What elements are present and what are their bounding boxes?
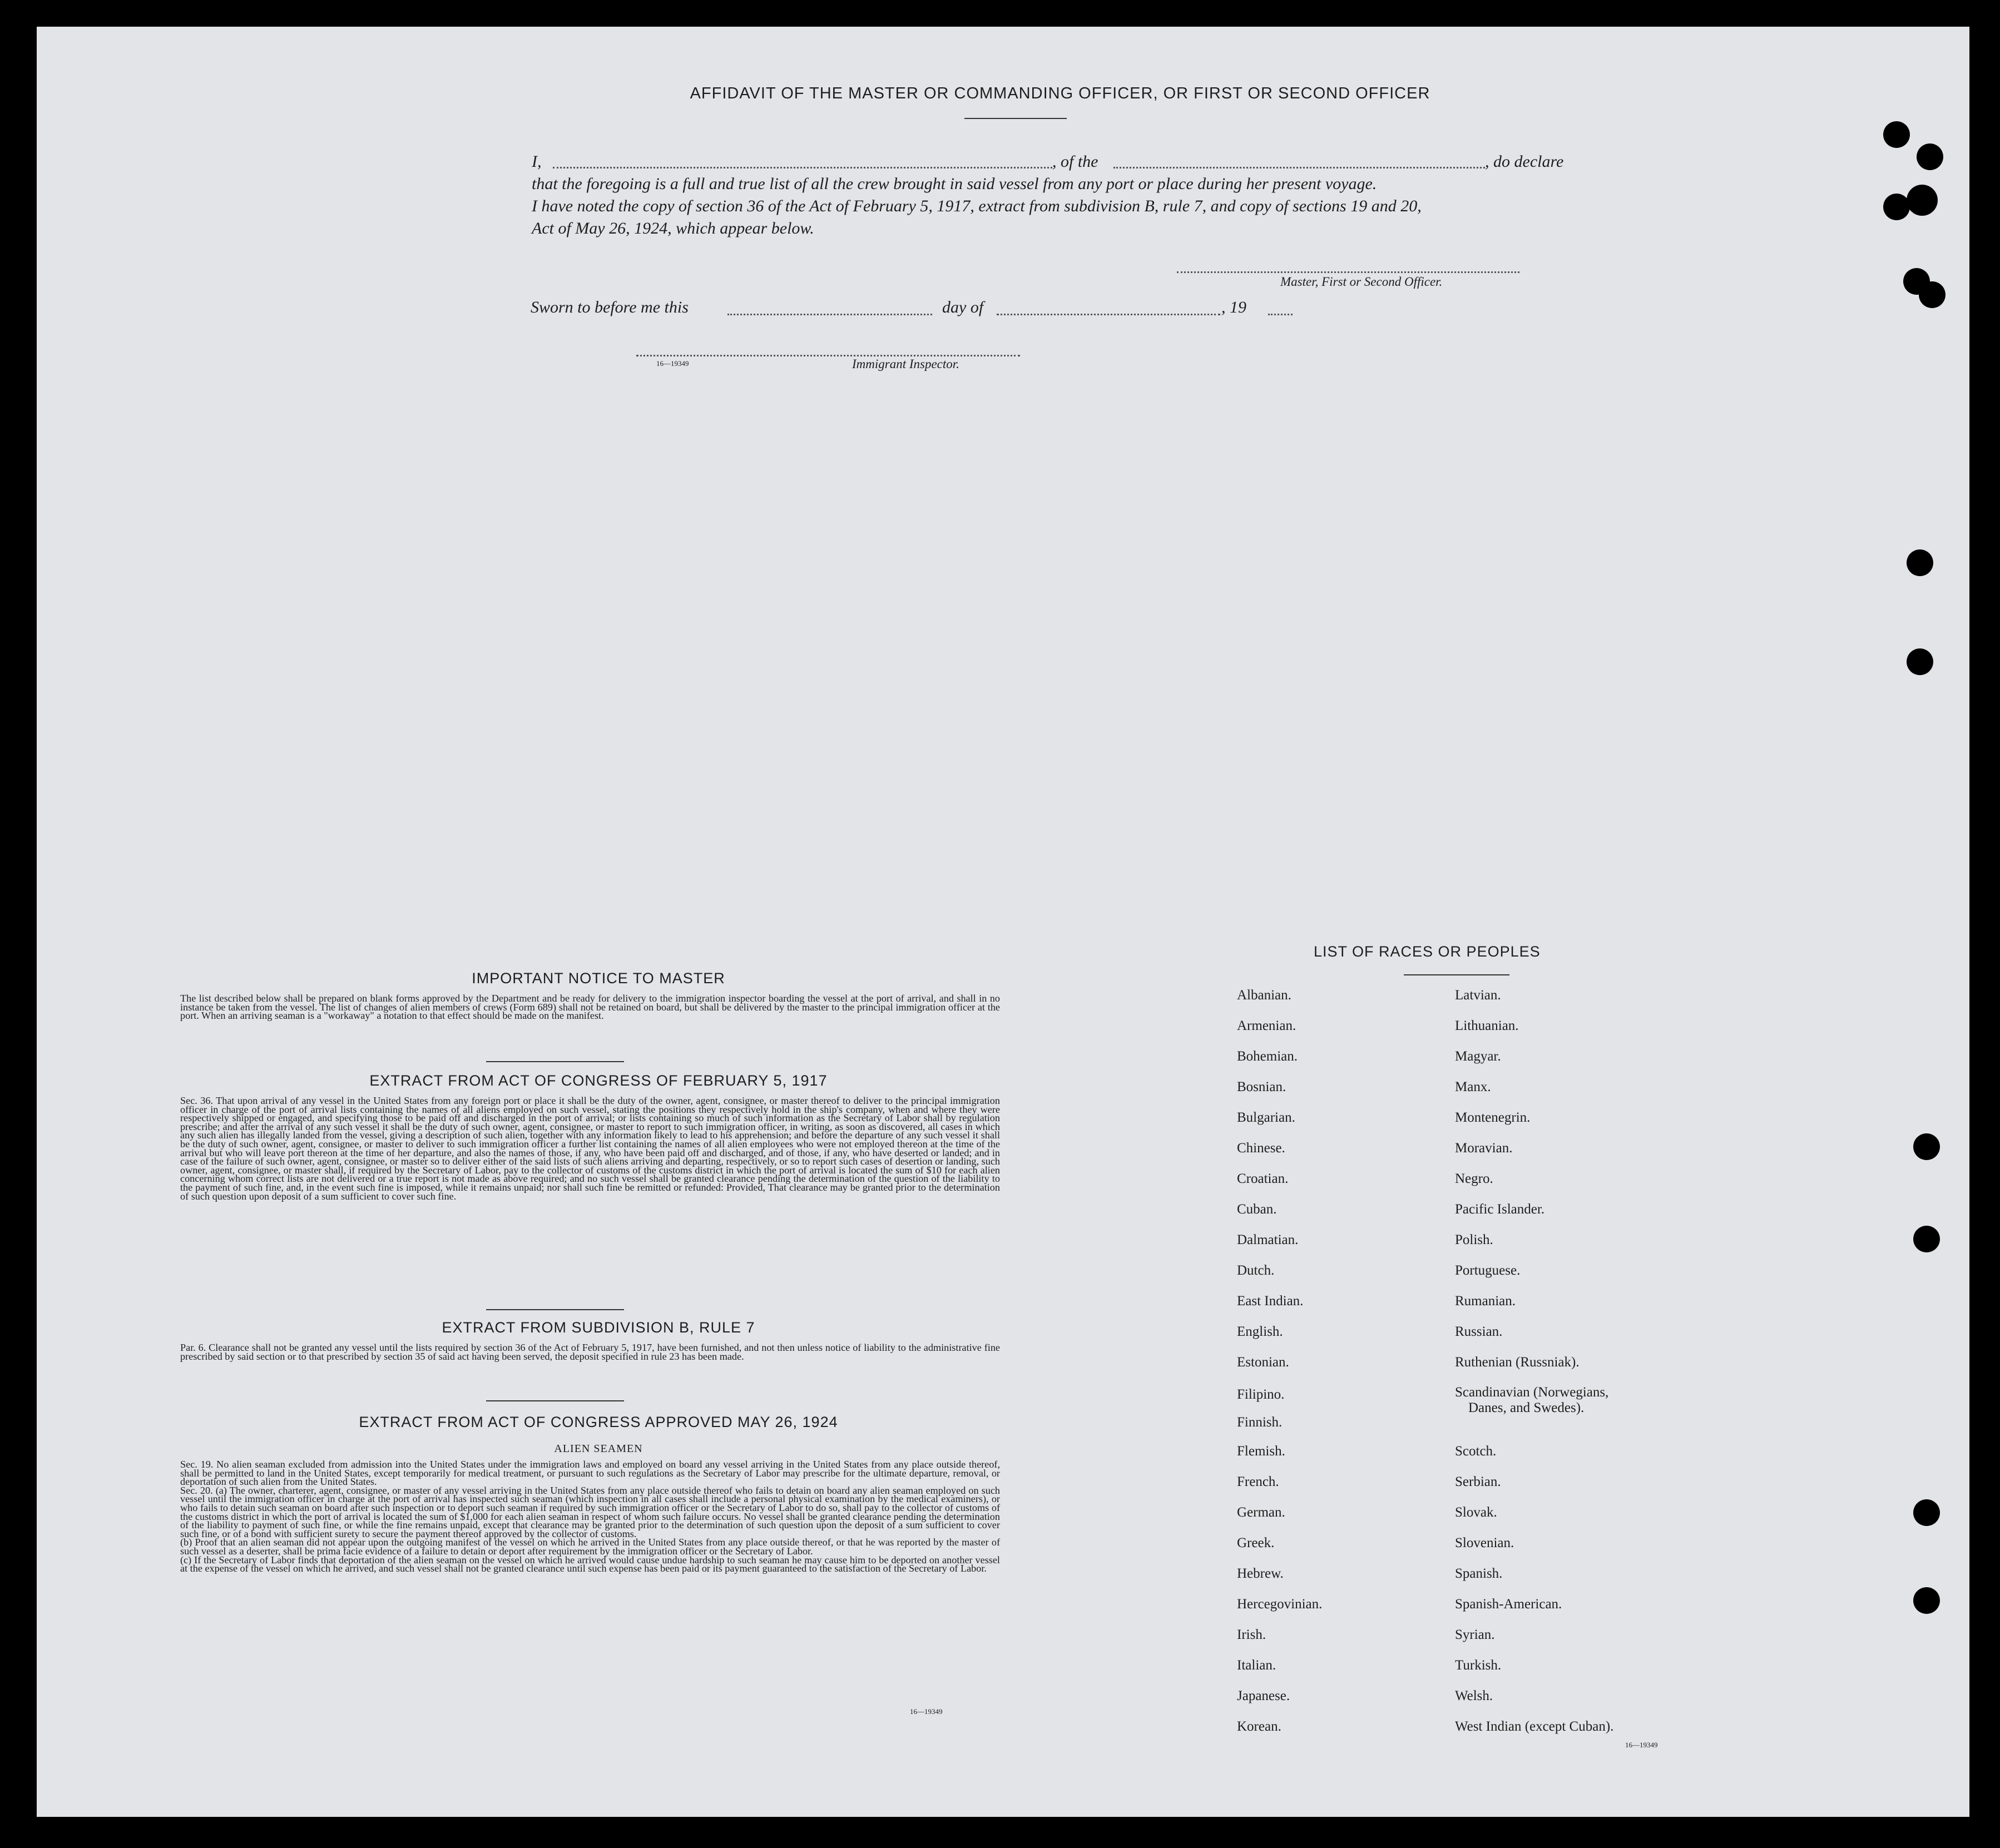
race-item: West Indian (except Cuban).	[1455, 1719, 1614, 1734]
race-item: Polish.	[1455, 1232, 1493, 1247]
race-item: Estonian.	[1237, 1355, 1289, 1370]
notice-paragraph: The list described below shall be prepared on blank forms approved by the Department and be ready for delivery to the immigration inspector boarding the vessel at the port of arrival, and shall in no instance be taken from the vessel. The list of changes of alien members of crews (Form 689) shall not be retained on board, but shall be delivered by the master to the principal immigration officer at the port. When an arriving seaman is a "workaway" a notation to that effect should be made on the manifest.	[180, 993, 1000, 1022]
race-item: Finnish.	[1237, 1415, 1283, 1430]
race-item: Italian.	[1237, 1658, 1276, 1673]
sworn-label: Sworn to before me this	[531, 298, 689, 316]
race-item: Dutch.	[1237, 1263, 1275, 1278]
race-item: Greek.	[1237, 1535, 1275, 1550]
race-item: Welsh.	[1455, 1688, 1493, 1703]
races-form-number: 16—19349	[1625, 1741, 1658, 1749]
sworn-year-field[interactable]	[1268, 314, 1293, 315]
title-divider	[964, 118, 1067, 119]
section-divider	[486, 1309, 624, 1310]
races-title: LIST OF RACES OR PEOPLES	[1314, 943, 1541, 960]
race-item: Bosnian.	[1237, 1079, 1286, 1094]
race-item: Dalmatian.	[1237, 1232, 1299, 1247]
race-item: Magyar.	[1455, 1049, 1501, 1064]
extract-1924-title: EXTRACT FROM ACT OF CONGRESS APPROVED MAY 26, 1924	[359, 1414, 838, 1430]
master-name-field[interactable]	[553, 167, 1052, 169]
punch-hole	[1907, 549, 1933, 576]
race-item: Negro.	[1455, 1171, 1493, 1186]
sec20a-paragraph: Sec. 20. (a) The owner, charterer, agent, consignee, or master of any vessel arriving in the United States from any place outside thereof who fails to detain on board any alien seaman employed on such vessel until the immigration officer in charge at the port of arrival has inspected such seaman (which inspection in all cases shall include a personal physical examination by the medical examiners), or who fails to detain such seaman on board after such inspection or to deport such seaman if required by such immigration officer or the Secretary of Labor to do so, shall pay to the collector of customs of the customs district in which the port of arrival is located the sum of $1,000 for each alien seaman in respect of whom such failure occurs. No vessel shall be granted clearance pending the determination of the liability to payment of such fine, or while the fine remains unpaid, except that clearance may be granted prior to the determination of such question upon the deposit of a sum sufficient to cover such fine, or of a bond with sufficient surety to secure the payment thereof approved by the collector of customs.	[180, 1484, 1000, 1539]
inspector-caption: Immigrant Inspector.	[852, 357, 959, 371]
race-item: Albanian.	[1237, 988, 1291, 1003]
extract-1917-title: EXTRACT FROM ACT OF CONGRESS OF FEBRUARY 5, 1917	[369, 1072, 828, 1089]
race-item: French.	[1237, 1474, 1279, 1489]
race-item: Armenian.	[1237, 1018, 1296, 1033]
extract-1924-text	[180, 1460, 1000, 1573]
race-item: German.	[1237, 1505, 1285, 1520]
section-divider	[486, 1400, 624, 1401]
sworn-month-field[interactable]	[997, 314, 1220, 315]
race-item: Croatian.	[1237, 1171, 1289, 1186]
race-item: Slovenian.	[1455, 1535, 1514, 1550]
race-item: Hercegovinian.	[1237, 1597, 1323, 1612]
race-item: Filipino.	[1237, 1387, 1285, 1402]
master-signature-field[interactable]	[1177, 271, 1519, 273]
race-item: Russian.	[1455, 1324, 1503, 1339]
race-item: Montenegrin.	[1455, 1110, 1531, 1125]
race-item: Danes, and Swedes).	[1468, 1400, 1585, 1415]
race-item: Pacific Islander.	[1455, 1202, 1545, 1217]
race-item: Rumanian.	[1455, 1294, 1516, 1309]
race-item: Japanese.	[1237, 1688, 1290, 1703]
affidavit-line-2: that the foregoing is a full and true list of all the crew brought in said vessel from any port or place during her present voyage.	[532, 175, 1377, 193]
punch-hole	[1883, 194, 1910, 220]
day-of-label: day of	[942, 298, 984, 316]
race-item: Spanish-American.	[1455, 1597, 1562, 1612]
race-item: Lithuanian.	[1455, 1018, 1519, 1033]
punch-hole	[1913, 1499, 1940, 1526]
punch-hole	[1913, 1587, 1940, 1614]
vessel-name-field[interactable]	[1113, 167, 1485, 169]
punch-hole	[1907, 648, 1933, 675]
notice-text	[180, 994, 1000, 1020]
race-item: Syrian.	[1455, 1627, 1495, 1642]
sec36-paragraph: Sec. 36. That upon arrival of any vessel in the United States from any foreign port or place it shall be the duty of the owner, agent, consignee, or master thereof to deliver to the principal immigration officer in charge of the port of arrival lists containing the names of all aliens employed on such vessel, stating the positions they respectively hold in the ship's company, when and where they were respectively shipped or engaged, and specifying those to be paid off and discharged in the port of arrival; or lists containing so much of such information as the Secretary of Labor shall by regulation prescribe; and after the arrival of any such vessel it shall be the duty of such owner, agent, consignee, or master to report to such immigration officer, in writing, as soon as discovered, all cases in which any such alien has illegally landed from the vessel, giving a description of such alien, together with any information likely to lead to his apprehension; and before the departure of any such vessel it shall be the duty of such owner, agent, consignee, or master to deliver to such immigration officer a further list containing the names of all alien employees who were not employed thereon at the time of the arrival but who will leave port thereon at the time of her departure, and also the names of those, if any, who have been paid off and discharged, and of those, if any, who have deserted or landed; and in case of the failure of such owner, agent, consignee, or master so to deliver either of the said lists of such aliens arriving and departing, respectively, or so to report such cases of desertion or landing, such owner, agent, consignee, or master shall, if required by the Secretary of Labor, pay to the collector of customs of the customs district in which the port of arrival is located the sum of $10 for each alien concerning whom correct lists are not delivered or a true report is not made as above required; and no such vessel shall be granted clearance pending the determination of the question of the liability to the payment of such fine, and, in the event such fine is imposed, while it remains unpaid; nor shall such fine be remitted or refunded: Provided, That clearance may be granted prior to the determination of such question upon deposit of a sum sufficient to cover such fine.	[180, 1095, 1000, 1202]
section-divider	[486, 1061, 624, 1062]
race-item: Moravian.	[1455, 1141, 1513, 1156]
sec20b-paragraph: (b) Proof that an alien seaman did not appear upon the outgoing manifest of the vessel on which he arrived in the United States from any place outside thereof, or that he was reported by the master of such vessel as a deserter, shall be prima facie evidence of a failure to detain or deport after requirement by the immigration officer or the Secretary of Labor.	[180, 1537, 1000, 1557]
race-item: Flemish.	[1237, 1444, 1285, 1459]
punch-hole	[1913, 1133, 1940, 1160]
race-item: Manx.	[1455, 1079, 1491, 1094]
do-declare-label: , do declare	[1485, 152, 1564, 171]
alien-seamen-subtitle: ALIEN SEAMEN	[554, 1443, 643, 1455]
affidavit-line-4: Act of May 26, 1924, which appear below.	[532, 219, 814, 237]
par6-paragraph: Par. 6. Clearance shall not be granted any vessel until the lists required by section 36 of the Act of February 5, 1917, have been furnished, and not then unless notice of liability to the administrative fine prescribed by said section or to that prescribed by section 35 of said act having been served, the deposit specified in rule 23 has been made.	[180, 1342, 1000, 1362]
race-item: Spanish.	[1455, 1566, 1503, 1581]
affidavit-line-1	[532, 152, 542, 171]
punch-hole	[1913, 1226, 1940, 1252]
race-item: Ruthenian (Russniak).	[1455, 1355, 1580, 1370]
extract-form-number: 16—19349	[910, 1707, 943, 1716]
punch-hole	[1883, 121, 1910, 148]
notice-title: IMPORTANT NOTICE TO MASTER	[472, 970, 725, 987]
punch-hole	[1917, 143, 1943, 170]
race-item: Portuguese.	[1455, 1263, 1521, 1278]
race-item: East Indian.	[1237, 1294, 1304, 1309]
races-divider	[1404, 974, 1509, 975]
race-item: Korean.	[1237, 1719, 1281, 1734]
race-item: Turkish.	[1455, 1658, 1502, 1673]
race-item: Latvian.	[1455, 988, 1501, 1003]
signature-caption: Master, First or Second Officer.	[1280, 275, 1443, 289]
affidavit-form-number: 16—19349	[656, 359, 689, 368]
extract-rule7-text	[180, 1344, 1000, 1361]
race-item: Bohemian.	[1237, 1049, 1298, 1064]
punch-hole	[1907, 185, 1938, 216]
race-item: Irish.	[1237, 1627, 1266, 1642]
race-item: Chinese.	[1237, 1141, 1285, 1156]
extract-rule7-title: EXTRACT FROM SUBDIVISION B, RULE 7	[442, 1319, 755, 1336]
sec19-paragraph: Sec. 19. No alien seaman excluded from admission into the United States under the immigration laws and employed on board any vessel arriving in the United States from any place outside thereof, shall be permitted to land in the United States, except temporarily for medical treatment, or pursuant to such regulations as the Secretary of Labor may prescribe for the ultimate departure, removal, or deportation of such alien from the United States.	[180, 1459, 1000, 1488]
punch-hole	[1919, 281, 1945, 308]
sec20c-paragraph: (c) If the Secretary of Labor finds that deportation of the alien seaman on the vessel on which he arrived would cause undue hardship to such seaman he may cause him to be deported on another vessel at the expense of the vessel on which he arrived, and such vessel shall not be granted clearance until such expense has been paid or its payment guaranteed to the satisfaction of the Secretary of Labor.	[180, 1554, 1000, 1574]
race-item: Bulgarian.	[1237, 1110, 1295, 1125]
race-item: Cuban.	[1237, 1202, 1277, 1217]
race-item: Serbian.	[1455, 1474, 1501, 1489]
extract-1917-text	[180, 1097, 1000, 1201]
i-label: I,	[532, 152, 542, 171]
of-the-label: , of the	[1052, 152, 1098, 171]
race-item: Scandinavian (Norwegians,	[1455, 1385, 1609, 1400]
race-item: Hebrew.	[1237, 1566, 1284, 1581]
race-item: English.	[1237, 1324, 1283, 1339]
race-item: Slovak.	[1455, 1505, 1497, 1520]
form-page	[37, 27, 1969, 1817]
year-label: , 19	[1221, 298, 1246, 316]
sworn-day-field[interactable]	[727, 314, 932, 315]
affidavit-title: AFFIDAVIT OF THE MASTER OR COMMANDING OFFICER, OR FIRST OR SECOND OFFICER	[690, 85, 1430, 102]
inspector-signature-field[interactable]	[636, 355, 1020, 356]
race-item: Scotch.	[1455, 1444, 1497, 1459]
affidavit-line-3: I have noted the copy of section 36 of the Act of February 5, 1917, extract from subdivision B, rule 7, and copy of sections 19 and 20,	[532, 197, 1422, 215]
